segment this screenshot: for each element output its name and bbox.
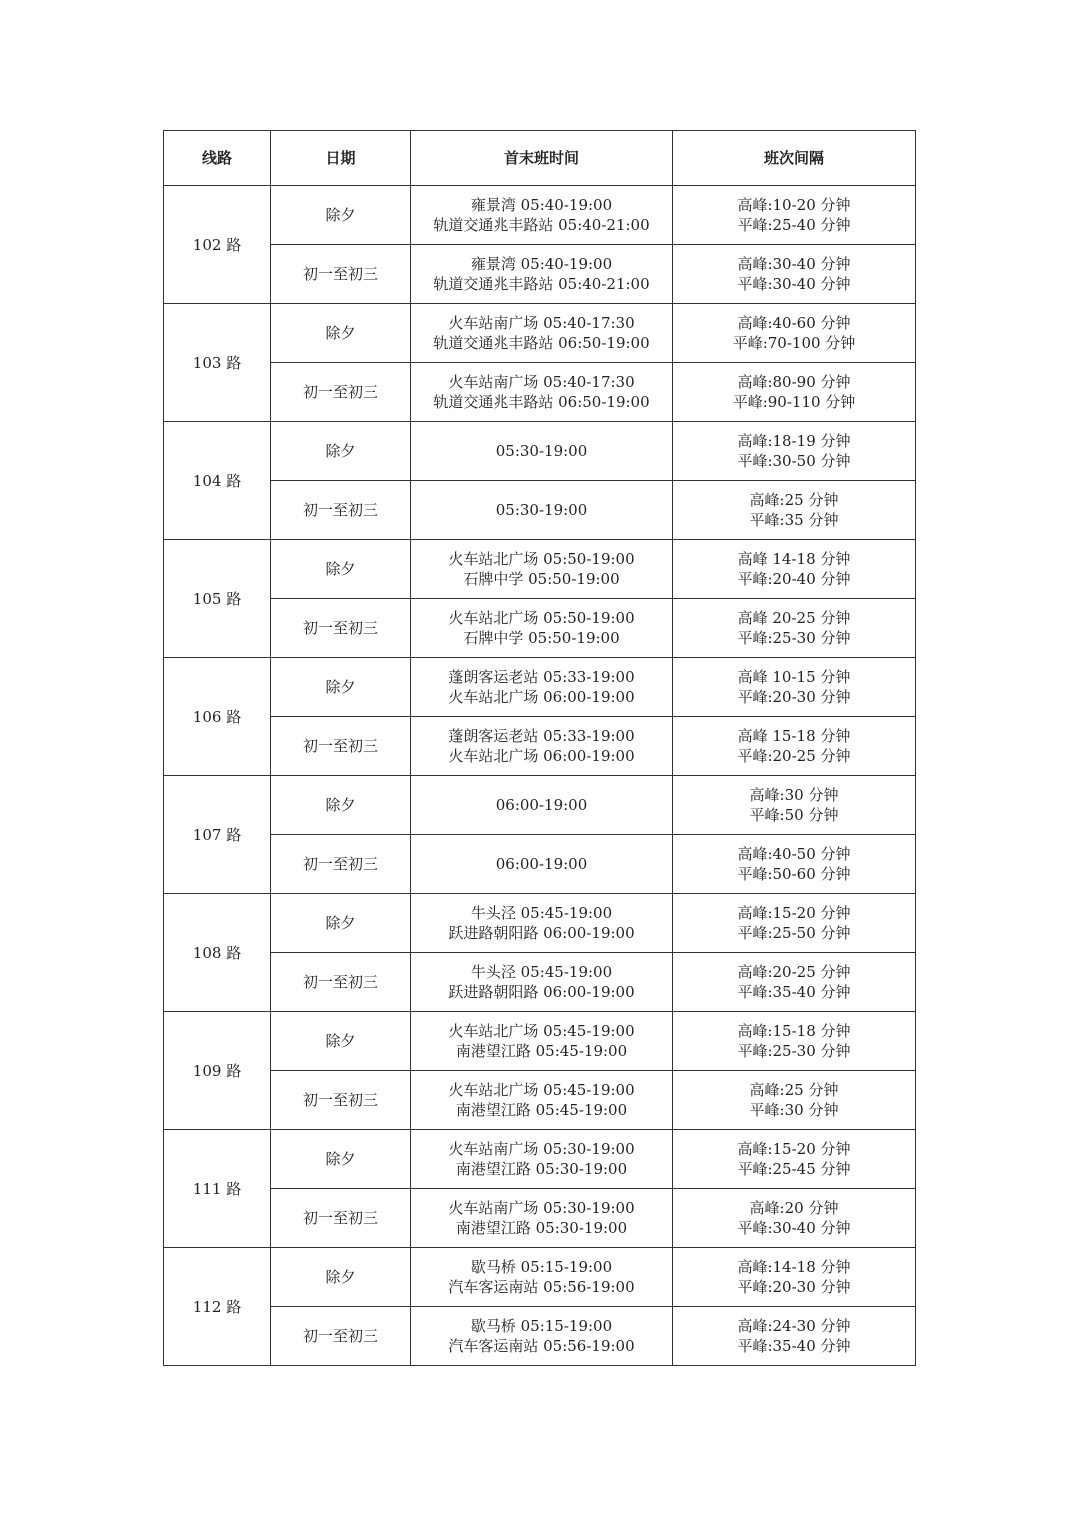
interval-line: 平峰:20-30 分钟 — [737, 688, 851, 706]
time-line: 跃进路朝阳路 06:00-19:00 — [448, 924, 635, 942]
time-cell — [411, 1307, 673, 1366]
time-line: 跃进路朝阳路 06:00-19:00 — [448, 983, 635, 1001]
route-name-cell: 102 路 — [164, 186, 271, 304]
interval-cell — [673, 953, 916, 1012]
interval-line: 高峰 10-15 分钟 — [737, 668, 851, 686]
interval-cell — [673, 776, 916, 835]
interval-line: 高峰:40-50 分钟 — [737, 845, 851, 863]
time-cell — [411, 717, 673, 776]
route-name-cell: 104 路 — [164, 422, 271, 540]
interval-line: 平峰:20-40 分钟 — [737, 570, 851, 588]
date-cell: 初一至初三 — [271, 363, 411, 422]
table-row — [164, 245, 916, 304]
interval-line: 平峰:30-40 分钟 — [737, 275, 851, 293]
interval-cell — [673, 599, 916, 658]
time-line: 石牌中学 05:50-19:00 — [463, 629, 620, 647]
interval-cell — [673, 835, 916, 894]
date-cell: 除夕 — [271, 776, 411, 835]
time-line: 牛头泾 05:45-19:00 — [470, 904, 613, 922]
time-line: 歇马桥 05:15-19:00 — [470, 1258, 613, 1276]
interval-line: 高峰:25 分钟 — [749, 491, 839, 509]
date-cell: 除夕 — [271, 894, 411, 953]
interval-line: 高峰:10-20 分钟 — [737, 196, 851, 214]
interval-cell — [673, 1189, 916, 1248]
time-line: 05:30-19:00 — [495, 501, 588, 519]
time-cell — [411, 599, 673, 658]
date-cell: 除夕 — [271, 1248, 411, 1307]
route-name-cell: 111 路 — [164, 1130, 271, 1248]
time-line: 轨道交通兆丰路站 06:50-19:00 — [433, 393, 650, 411]
interval-line: 高峰:18-19 分钟 — [737, 432, 851, 450]
table-row — [164, 1071, 916, 1130]
interval-line: 高峰:15-20 分钟 — [737, 1140, 851, 1158]
date-cell: 除夕 — [271, 304, 411, 363]
interval-line: 平峰:35-40 分钟 — [737, 1337, 851, 1355]
route-name-cell: 103 路 — [164, 304, 271, 422]
time-line: 南港望江路 05:45-19:00 — [455, 1042, 628, 1060]
interval-line: 高峰 20-25 分钟 — [737, 609, 851, 627]
time-line: 轨道交通兆丰路站 05:40-21:00 — [433, 275, 650, 293]
interval-cell — [673, 1071, 916, 1130]
interval-line: 高峰:25 分钟 — [749, 1081, 839, 1099]
table-row — [164, 658, 916, 717]
time-cell — [411, 1071, 673, 1130]
interval-line: 平峰:25-45 分钟 — [737, 1160, 851, 1178]
table-row — [164, 363, 916, 422]
interval-cell — [673, 1130, 916, 1189]
time-line: 蓬朗客运老站 05:33-19:00 — [448, 668, 635, 686]
interval-cell — [673, 186, 916, 245]
route-name-cell: 112 路 — [164, 1248, 271, 1366]
interval-line: 平峰:25-50 分钟 — [737, 924, 851, 942]
interval-line: 高峰:15-20 分钟 — [737, 904, 851, 922]
interval-cell — [673, 540, 916, 599]
interval-line: 高峰:30 分钟 — [749, 786, 839, 804]
interval-cell — [673, 717, 916, 776]
interval-line: 高峰:30-40 分钟 — [737, 255, 851, 273]
time-line: 汽车客运南站 05:56-19:00 — [448, 1337, 635, 1355]
time-line: 南港望江路 05:30-19:00 — [455, 1160, 628, 1178]
time-line: 火车站北广场 05:45-19:00 — [448, 1022, 635, 1040]
interval-cell — [673, 894, 916, 953]
time-cell — [411, 245, 673, 304]
header-row — [164, 131, 916, 186]
time-line: 轨道交通兆丰路站 05:40-21:00 — [433, 216, 650, 234]
time-cell — [411, 540, 673, 599]
interval-line: 平峰:50 分钟 — [749, 806, 839, 824]
date-cell: 除夕 — [271, 1012, 411, 1071]
interval-line: 平峰:50-60 分钟 — [737, 865, 851, 883]
interval-line: 平峰:30-40 分钟 — [737, 1219, 851, 1237]
table-row — [164, 1307, 916, 1366]
table-row — [164, 186, 916, 245]
table-row — [164, 776, 916, 835]
header-time: 首末班时间 — [411, 131, 673, 186]
time-cell — [411, 658, 673, 717]
interval-line: 平峰:30-50 分钟 — [737, 452, 851, 470]
interval-cell — [673, 422, 916, 481]
interval-cell — [673, 245, 916, 304]
interval-line: 高峰 14-18 分钟 — [737, 550, 851, 568]
interval-line: 平峰:35-40 分钟 — [737, 983, 851, 1001]
interval-line: 平峰:20-25 分钟 — [737, 747, 851, 765]
table-row — [164, 481, 916, 540]
time-cell — [411, 186, 673, 245]
interval-line: 平峰:25-30 分钟 — [737, 1042, 851, 1060]
time-cell — [411, 1189, 673, 1248]
date-cell: 初一至初三 — [271, 1071, 411, 1130]
time-line: 轨道交通兆丰路站 06:50-19:00 — [433, 334, 650, 352]
date-cell: 除夕 — [271, 658, 411, 717]
interval-cell — [673, 658, 916, 717]
route-name-cell: 106 路 — [164, 658, 271, 776]
table-row — [164, 717, 916, 776]
time-cell — [411, 776, 673, 835]
date-cell: 初一至初三 — [271, 245, 411, 304]
time-cell — [411, 953, 673, 1012]
interval-line: 平峰:20-30 分钟 — [737, 1278, 851, 1296]
table-row — [164, 835, 916, 894]
time-line: 蓬朗客运老站 05:33-19:00 — [448, 727, 635, 745]
time-line: 牛头泾 05:45-19:00 — [470, 963, 613, 981]
time-line: 火车站北广场 05:45-19:00 — [448, 1081, 635, 1099]
time-line: 汽车客运南站 05:56-19:00 — [448, 1278, 635, 1296]
time-line: 雍景湾 05:40-19:00 — [470, 196, 613, 214]
time-cell — [411, 304, 673, 363]
time-line: 火车站北广场 05:50-19:00 — [448, 550, 635, 568]
schedule-body — [164, 186, 916, 1366]
interval-line: 平峰:30 分钟 — [749, 1101, 839, 1119]
interval-line: 平峰:25-30 分钟 — [737, 629, 851, 647]
date-cell: 初一至初三 — [271, 717, 411, 776]
interval-cell — [673, 481, 916, 540]
table-row — [164, 599, 916, 658]
table-row — [164, 540, 916, 599]
time-line: 火车站北广场 06:00-19:00 — [448, 688, 635, 706]
time-cell — [411, 363, 673, 422]
header-date: 日期 — [271, 131, 411, 186]
date-cell: 初一至初三 — [271, 1307, 411, 1366]
time-line: 石牌中学 05:50-19:00 — [463, 570, 620, 588]
time-cell — [411, 835, 673, 894]
date-cell: 初一至初三 — [271, 481, 411, 540]
time-line: 06:00-19:00 — [495, 855, 588, 873]
time-line: 火车站南广场 05:30-19:00 — [448, 1140, 635, 1158]
interval-cell — [673, 304, 916, 363]
interval-cell — [673, 1012, 916, 1071]
time-cell — [411, 1248, 673, 1307]
time-line: 雍景湾 05:40-19:00 — [470, 255, 613, 273]
time-cell — [411, 894, 673, 953]
route-name-cell: 108 路 — [164, 894, 271, 1012]
interval-line: 高峰:24-30 分钟 — [737, 1317, 851, 1335]
header-route: 线路 — [164, 131, 271, 186]
time-line: 火车站南广场 05:40-17:30 — [448, 373, 635, 391]
interval-line: 高峰:80-90 分钟 — [737, 373, 851, 391]
time-line: 06:00-19:00 — [495, 796, 588, 814]
interval-line: 高峰:20-25 分钟 — [737, 963, 851, 981]
route-name-cell: 105 路 — [164, 540, 271, 658]
time-line: 火车站南广场 05:40-17:30 — [448, 314, 635, 332]
date-cell: 初一至初三 — [271, 835, 411, 894]
interval-line: 平峰:35 分钟 — [749, 511, 839, 529]
date-cell: 初一至初三 — [271, 1189, 411, 1248]
interval-cell — [673, 1248, 916, 1307]
route-name-cell: 109 路 — [164, 1012, 271, 1130]
date-cell: 除夕 — [271, 186, 411, 245]
table-row — [164, 1012, 916, 1071]
interval-line: 平峰:90-110 分钟 — [732, 393, 856, 411]
interval-line: 高峰:40-60 分钟 — [737, 314, 851, 332]
interval-cell — [673, 1307, 916, 1366]
time-line: 南港望江路 05:45-19:00 — [455, 1101, 628, 1119]
time-cell — [411, 481, 673, 540]
interval-line: 高峰:14-18 分钟 — [737, 1258, 851, 1276]
time-line: 05:30-19:00 — [495, 442, 588, 460]
table-row — [164, 894, 916, 953]
interval-line: 高峰 15-18 分钟 — [737, 727, 851, 745]
time-line: 歇马桥 05:15-19:00 — [470, 1317, 613, 1335]
table-row — [164, 1189, 916, 1248]
interval-line: 平峰:25-40 分钟 — [737, 216, 851, 234]
time-line: 南港望江路 05:30-19:00 — [455, 1219, 628, 1237]
bus-schedule-table — [163, 130, 916, 1366]
table-row — [164, 422, 916, 481]
interval-line: 平峰:70-100 分钟 — [732, 334, 856, 352]
table-row — [164, 1248, 916, 1307]
date-cell: 除夕 — [271, 1130, 411, 1189]
header-interval: 班次间隔 — [673, 131, 916, 186]
date-cell: 初一至初三 — [271, 953, 411, 1012]
table-row — [164, 1130, 916, 1189]
time-cell — [411, 1012, 673, 1071]
interval-line: 高峰:20 分钟 — [749, 1199, 839, 1217]
date-cell: 初一至初三 — [271, 599, 411, 658]
time-line: 火车站北广场 05:50-19:00 — [448, 609, 635, 627]
date-cell: 除夕 — [271, 540, 411, 599]
table-row — [164, 953, 916, 1012]
time-line: 火车站南广场 05:30-19:00 — [448, 1199, 635, 1217]
route-name-cell: 107 路 — [164, 776, 271, 894]
time-cell — [411, 422, 673, 481]
interval-cell — [673, 363, 916, 422]
date-cell: 除夕 — [271, 422, 411, 481]
interval-line: 高峰:15-18 分钟 — [737, 1022, 851, 1040]
time-cell — [411, 1130, 673, 1189]
time-line: 火车站北广场 06:00-19:00 — [448, 747, 635, 765]
table-row — [164, 304, 916, 363]
